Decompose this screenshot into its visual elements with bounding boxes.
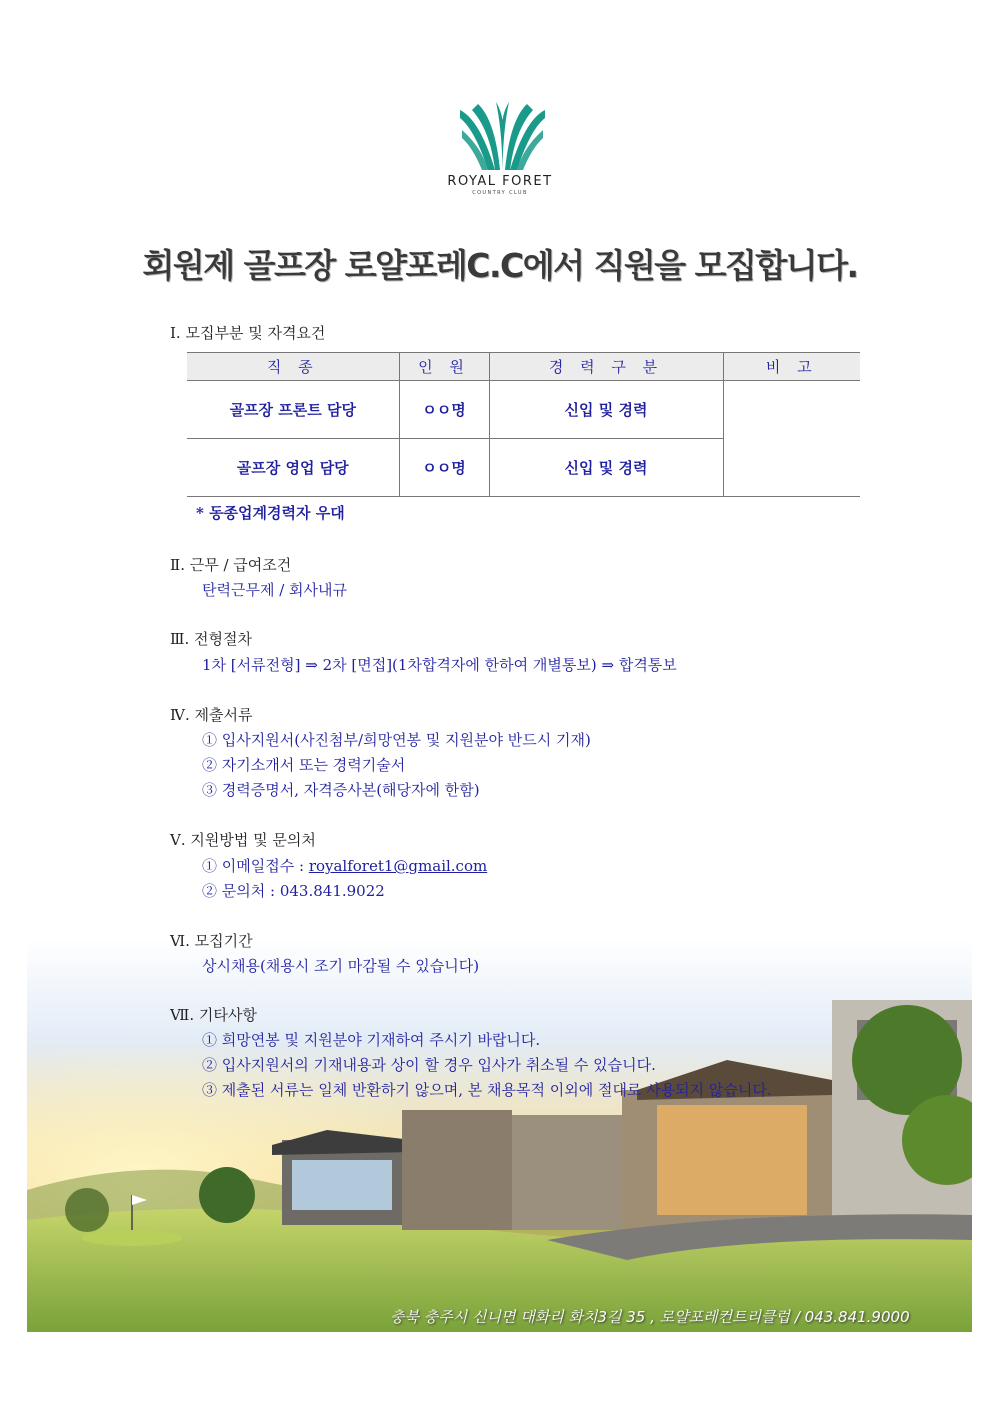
document-item: ② 자기소개서 또는 경력기술서 — [202, 756, 406, 774]
job-type-cell: 골프장 영업 담당 — [187, 439, 399, 497]
email-line — [202, 855, 487, 876]
document-item: ① 입사지원서(사진첨부/희망연봉 및 지원분야 반드시 기재) — [202, 731, 591, 749]
section-5-heading: Ⅴ. 지원방법 및 문의처 — [170, 831, 316, 849]
headcount-cell: ㅇㅇ명 — [399, 439, 489, 497]
email-label: ① 이메일접수 : — [202, 857, 309, 875]
section-3-heading: Ⅲ. 전형절차 — [170, 630, 252, 648]
logo-subtitle-text: COUNTRY CLUB — [472, 190, 528, 196]
misc-item: ① 희망연봉 및 지원분야 기재하여 주시기 바랍니다. — [202, 1031, 541, 1049]
section-6-heading: Ⅵ. 모집기간 — [170, 932, 253, 950]
remarks-cell — [723, 381, 860, 497]
phone-line: ② 문의처 : 043.841.9022 — [202, 882, 385, 900]
career-cell: 신입 및 경력 — [489, 381, 723, 439]
section-2-heading: Ⅱ. 근무 / 급여조건 — [170, 556, 292, 574]
job-requirements-table — [187, 352, 860, 497]
document-item: ③ 경력증명서, 자격증사본(해당자에 한함) — [202, 781, 480, 799]
header-career: 경 력 구 분 — [489, 353, 723, 381]
section-4-heading: Ⅳ. 제출서류 — [170, 706, 253, 724]
header-remarks: 비 고 — [723, 353, 860, 381]
headcount-cell: ㅇㅇ명 — [399, 381, 489, 439]
footer-address: 충북 충주시 신니면 대화리 화치3길 35 , 로얄포레컨트리클럽 / 043.841.9000 — [390, 1308, 910, 1326]
section-7-heading: Ⅶ. 기타사항 — [170, 1006, 257, 1024]
preference-note: * 동종업계경력자 우대 — [196, 504, 345, 522]
page-title: 회원제 골프장 로얄포레C.C에서 직원을 모집합니다. — [142, 246, 858, 285]
header-headcount: 인 원 — [399, 353, 489, 381]
header-job-type: 직 종 — [187, 353, 399, 381]
job-type-cell: 골프장 프론트 담당 — [187, 381, 399, 439]
career-cell: 신입 및 경력 — [489, 439, 723, 497]
misc-item: ③ 제출된 서류는 일체 반환하기 않으며, 본 채용목적 이외에 절대로 사용되지 않습니다. — [202, 1081, 772, 1099]
work-conditions-text: 탄력근무제 / 회사내규 — [202, 581, 348, 599]
email-link[interactable]: royalforet1@gmail.com — [308, 857, 488, 875]
selection-process-text: 1차 [서류전형] ⇒ 2차 [면접](1차합격자에 한하여 개별통보) ⇒ 합격통보 — [202, 656, 677, 674]
clubhouse-landscape-image — [27, 940, 972, 1332]
recruit-period-text: 상시채용(채용시 조기 마감될 수 있습니다) — [202, 957, 480, 975]
table-row — [187, 381, 860, 439]
misc-item: ② 입사지원서의 기재내용과 상이 할 경우 입사가 취소될 수 있습니다. — [202, 1056, 656, 1074]
section-1-heading: Ⅰ. 모집부분 및 자격요건 — [170, 324, 326, 342]
logo-brand-text: ROYAL FORET — [447, 174, 553, 189]
